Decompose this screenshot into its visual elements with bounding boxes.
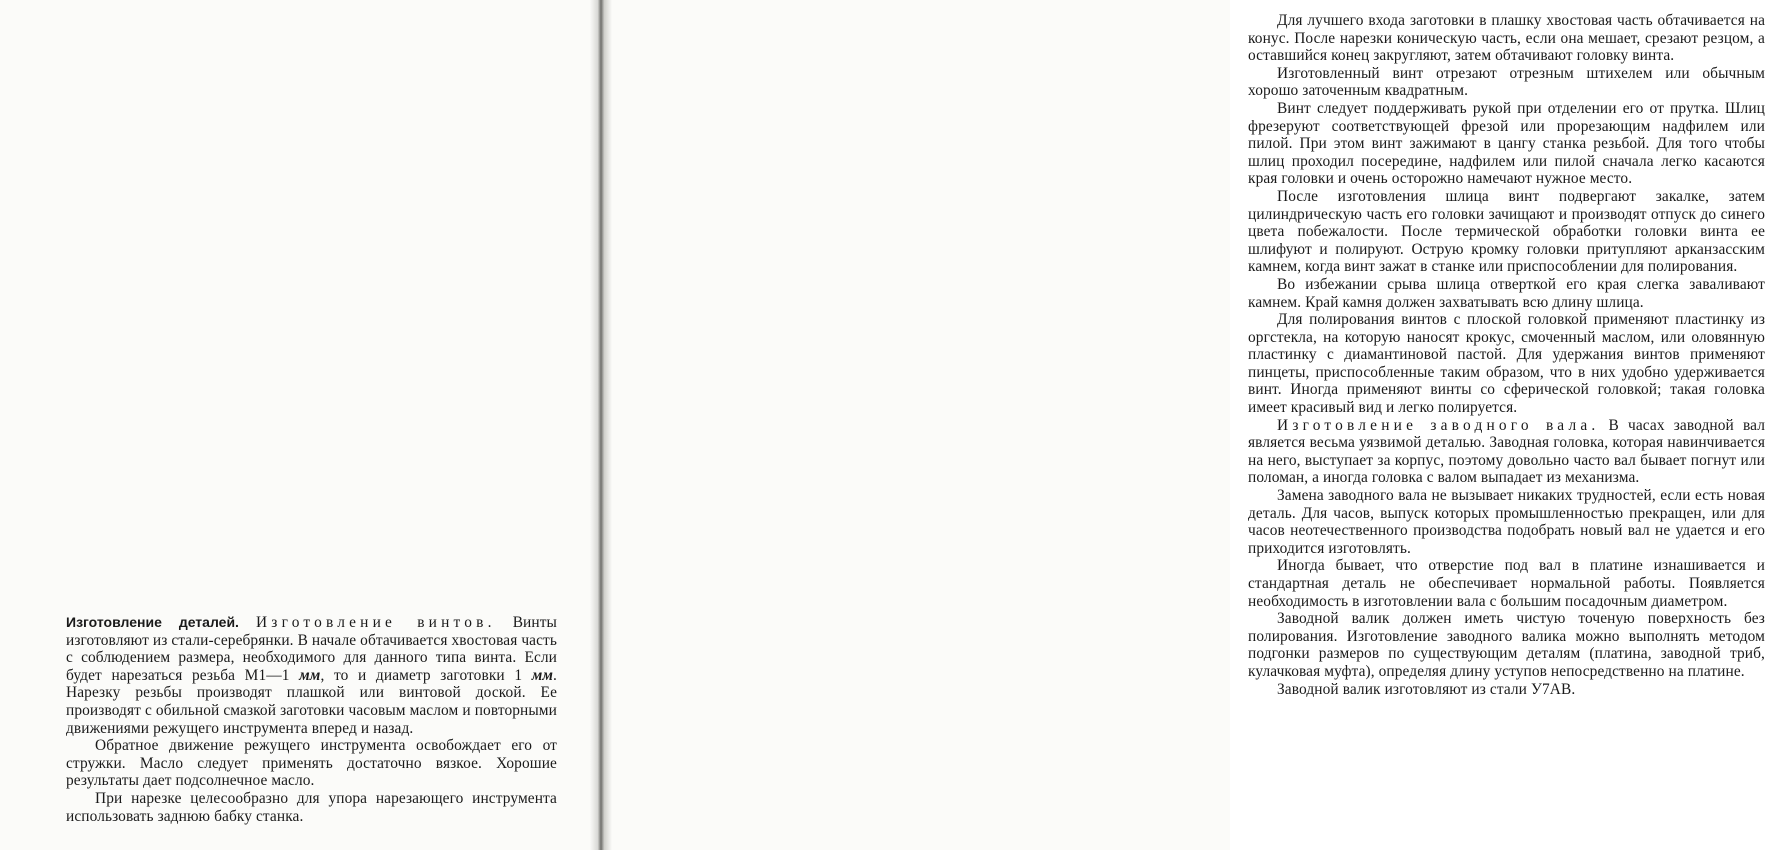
- paragraph: Обратное движение режущего инструмента освобождает его от стружки. Масло следует применять достаточно вязкое. Хорошие результаты дает подсолнечное масло.: [66, 737, 557, 790]
- section-screws-paragraph: [66, 614, 557, 737]
- paragraph: Винт следует поддерживать рукой при отделении его от прутка. Шлиц фрезеруют соответствующей фрезой или прорезающим надфилем или пилой. При этом винт зажимают в цангу станка резьбой. Для того чтобы шлиц проходил посередине, надфилем или пилой сначала легко касаются края головки и очень осторожно намечают нужное место.: [1248, 99, 1765, 188]
- paragraph: Во избежании срыва шлица отверткой его края слегка заваливают камнем. Край камня должен захватывать всю длину шлица.: [1248, 275, 1765, 311]
- section-winding-stem-paragraph: [1248, 417, 1765, 487]
- unit-mm: мм: [531, 666, 554, 684]
- text-span: Винты изготовляют из стали-серебрянки. В начале обтачивается хвостовая часть с соблюдением размера, необходимого для данного типа винта. Если будет нарезаться резьба М1—1: [66, 614, 557, 684]
- paragraph: При нарезке целесообразно для упора нарезающего инструмента использовать заднюю бабку станка.: [66, 789, 557, 825]
- left-page-text: [66, 614, 557, 825]
- subsection-heading-screws: Изготовление винтов.: [255, 614, 496, 631]
- text-span: В часах заводной вал является весьма уязвимой деталью. Заводная головка, которая навинчивается на него, выступает за корпус, поэтому довольно часто вал бывает погнут или поломан, а иногда головка с валом выпадает из механизма.: [1248, 416, 1765, 487]
- book-spine-shadow: [590, 0, 612, 850]
- text-span: , то и диаметр заготовки 1: [320, 666, 532, 684]
- right-page: [600, 0, 1765, 850]
- left-page: [0, 0, 600, 850]
- paragraph: Для полирования винтов с плоской головкой применяют пластинку из оргстекла, на которую наносят крокус, смоченный маслом, или оловянную пластинку с диамантиновой пастой. Для удержания винтов применяют пинцеты, приспособленные таким образом, что в них удобно удерживается винт. Иногда применяют винты со сферической головкой; такая головка имеет красивый вид и легко полируется.: [1248, 311, 1765, 417]
- right-page-text: [1248, 12, 1765, 698]
- paragraph: Для лучшего входа заготовки в плашку хвостовая часть обтачивается на конус. После нарезки коническую часть, если она мешает, срезают резцом, а оставшийся конец закругляют, затем обтачивают головку винта.: [1248, 12, 1765, 65]
- paragraph: Замена заводного вала не вызывает никаких трудностей, если есть новая деталь. Для часов, выпуск которых промышленностью прекращен, или для часов неотечественного производства подобрать новый вал не удается и его приходится изготовлять.: [1248, 487, 1765, 557]
- section-heading-parts: Изготовление деталей.: [66, 614, 239, 630]
- paragraph: Изготовленный винт отрезают отрезным штихелем или обычным хорошо заточенным квадратным.: [1248, 64, 1765, 100]
- paragraph: После изготовления шлица винт подвергают закалке, затем цилиндрическую часть его головки зачищают и производят отпуск до синего цвета побежалости. После термической обработки головки винта ее шлифуют и полируют. Острую кромку головки притупляют арканзасским камнем, когда винт зажат в станке или приспособлении для полирования.: [1248, 187, 1765, 276]
- paragraph: Иногда бывает, что отверстие под вал в платине изнашивается и стандартная деталь не обеспечивает нормальной работы. Появляется необходимость в изготовлении вала с большим посадочным диаметром.: [1248, 557, 1765, 610]
- text-span: . Нарезку резьбы производят плашкой или винтовой доской. Ее производят с обильной смазкой заготовки часовым маслом и повторными движениями режущего инструмента вперед и назад.: [66, 666, 557, 737]
- paragraph: Заводной валик должен иметь чистую точеную поверхность без полирования. Изготовление заводного валика можно выполнять методом подгонки размеров по существующим деталям (платина, заводной триб, кулачковая муфта), определяя длину уступов непосредственно на платине.: [1248, 610, 1765, 680]
- paragraph: Заводной валик изготовляют из стали У7АВ.: [1277, 680, 1576, 698]
- unit-mm: мм: [299, 666, 321, 684]
- subsection-heading-winding-stem: Изготовление заводного вала.: [1277, 416, 1600, 434]
